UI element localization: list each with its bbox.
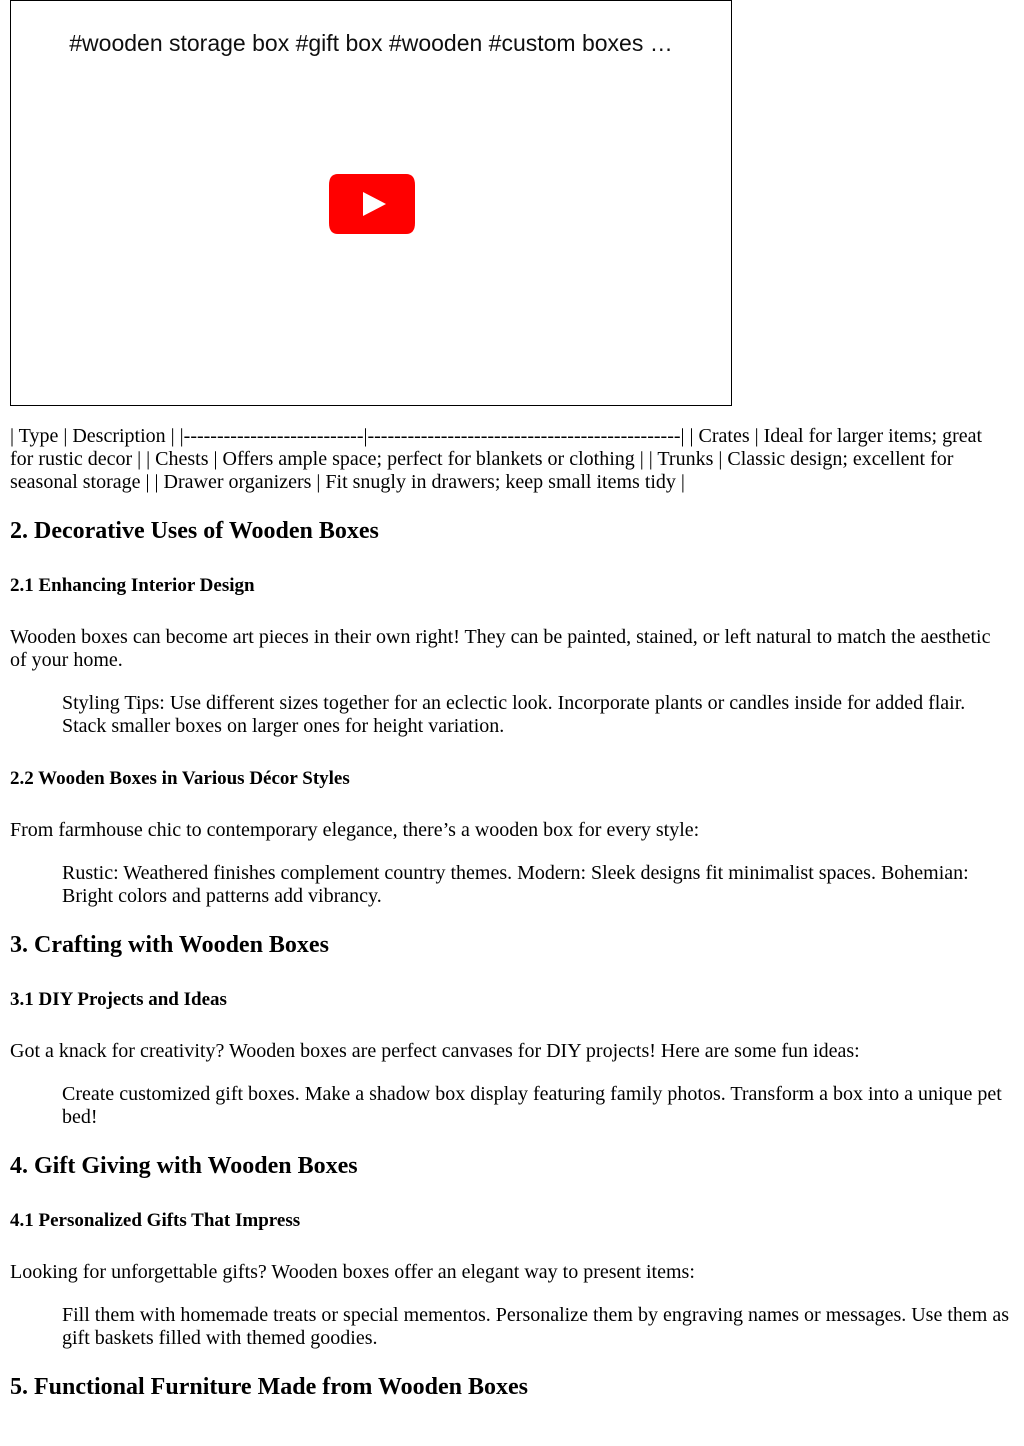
paragraph: Looking for unforgettable gifts? Wooden boxes offer an elegant way to present items: (10, 1261, 695, 1283)
video-title[interactable]: #wooden storage box #gift box #wooden #custom boxes … (69, 30, 673, 56)
section-heading: 4. Gift Giving with Wooden Boxes (10, 1153, 358, 1179)
paragraph: Wooden boxes can become art pieces in their own right! They can be painted, stained, or left natural to match the aesthetic of your home. (10, 626, 991, 671)
article-body (10, 425, 1010, 1401)
paragraph: Got a knack for creativity? Wooden boxes are perfect canvases for DIY projects! Here are some fun ideas: (10, 1040, 860, 1062)
youtube-video-embed[interactable] (10, 0, 732, 406)
blockquote: Styling Tips: Use different sizes together for an eclectic look. Incorporate plants or candles inside for added flair. Stack smaller boxes on larger ones for height variation. (62, 692, 966, 737)
subsection-heading: 3.1 DIY Projects and Ideas (10, 989, 227, 1010)
section-heading: 2. Decorative Uses of Wooden Boxes (10, 518, 379, 544)
subsection-heading: 4.1 Personalized Gifts That Impress (10, 1210, 301, 1231)
subsection-heading: 2.2 Wooden Boxes in Various Décor Styles (10, 768, 350, 789)
blockquote: Rustic: Weathered finishes complement country themes. Modern: Sleek designs fit minimalist spaces. Bohemian: Bright colors and patterns add vibrancy. (62, 862, 969, 907)
paragraph: From farmhouse chic to contemporary elegance, there’s a wooden box for every style: (10, 819, 700, 841)
section-heading: 3. Crafting with Wooden Boxes (10, 932, 329, 958)
blockquote: Create customized gift boxes. Make a shadow box display featuring family photos. Transform a box into a unique pet bed! (62, 1083, 1002, 1128)
subsection-heading: 2.1 Enhancing Interior Design (10, 575, 255, 596)
blockquote: Fill them with homemade treats or special mementos. Personalize them by engraving names or messages. Use them as gift baskets filled with themed goodies. (62, 1304, 1009, 1349)
storage-types-table-text: | Type | Description | |---------------------------|-----------------------------------------------| | Crates | Ideal for larger items; great for rustic decor | | Chests | Offers ample space; perfect for blankets or clothing | | Trunks | Classic design; excellent for seasonal storage | | Drawer organizers | Fit snugly in drawers; keep small items tidy | (10, 425, 983, 493)
youtube-play-icon[interactable] (328, 173, 416, 235)
section-heading: 5. Functional Furniture Made from Wooden Boxes (10, 1374, 529, 1400)
